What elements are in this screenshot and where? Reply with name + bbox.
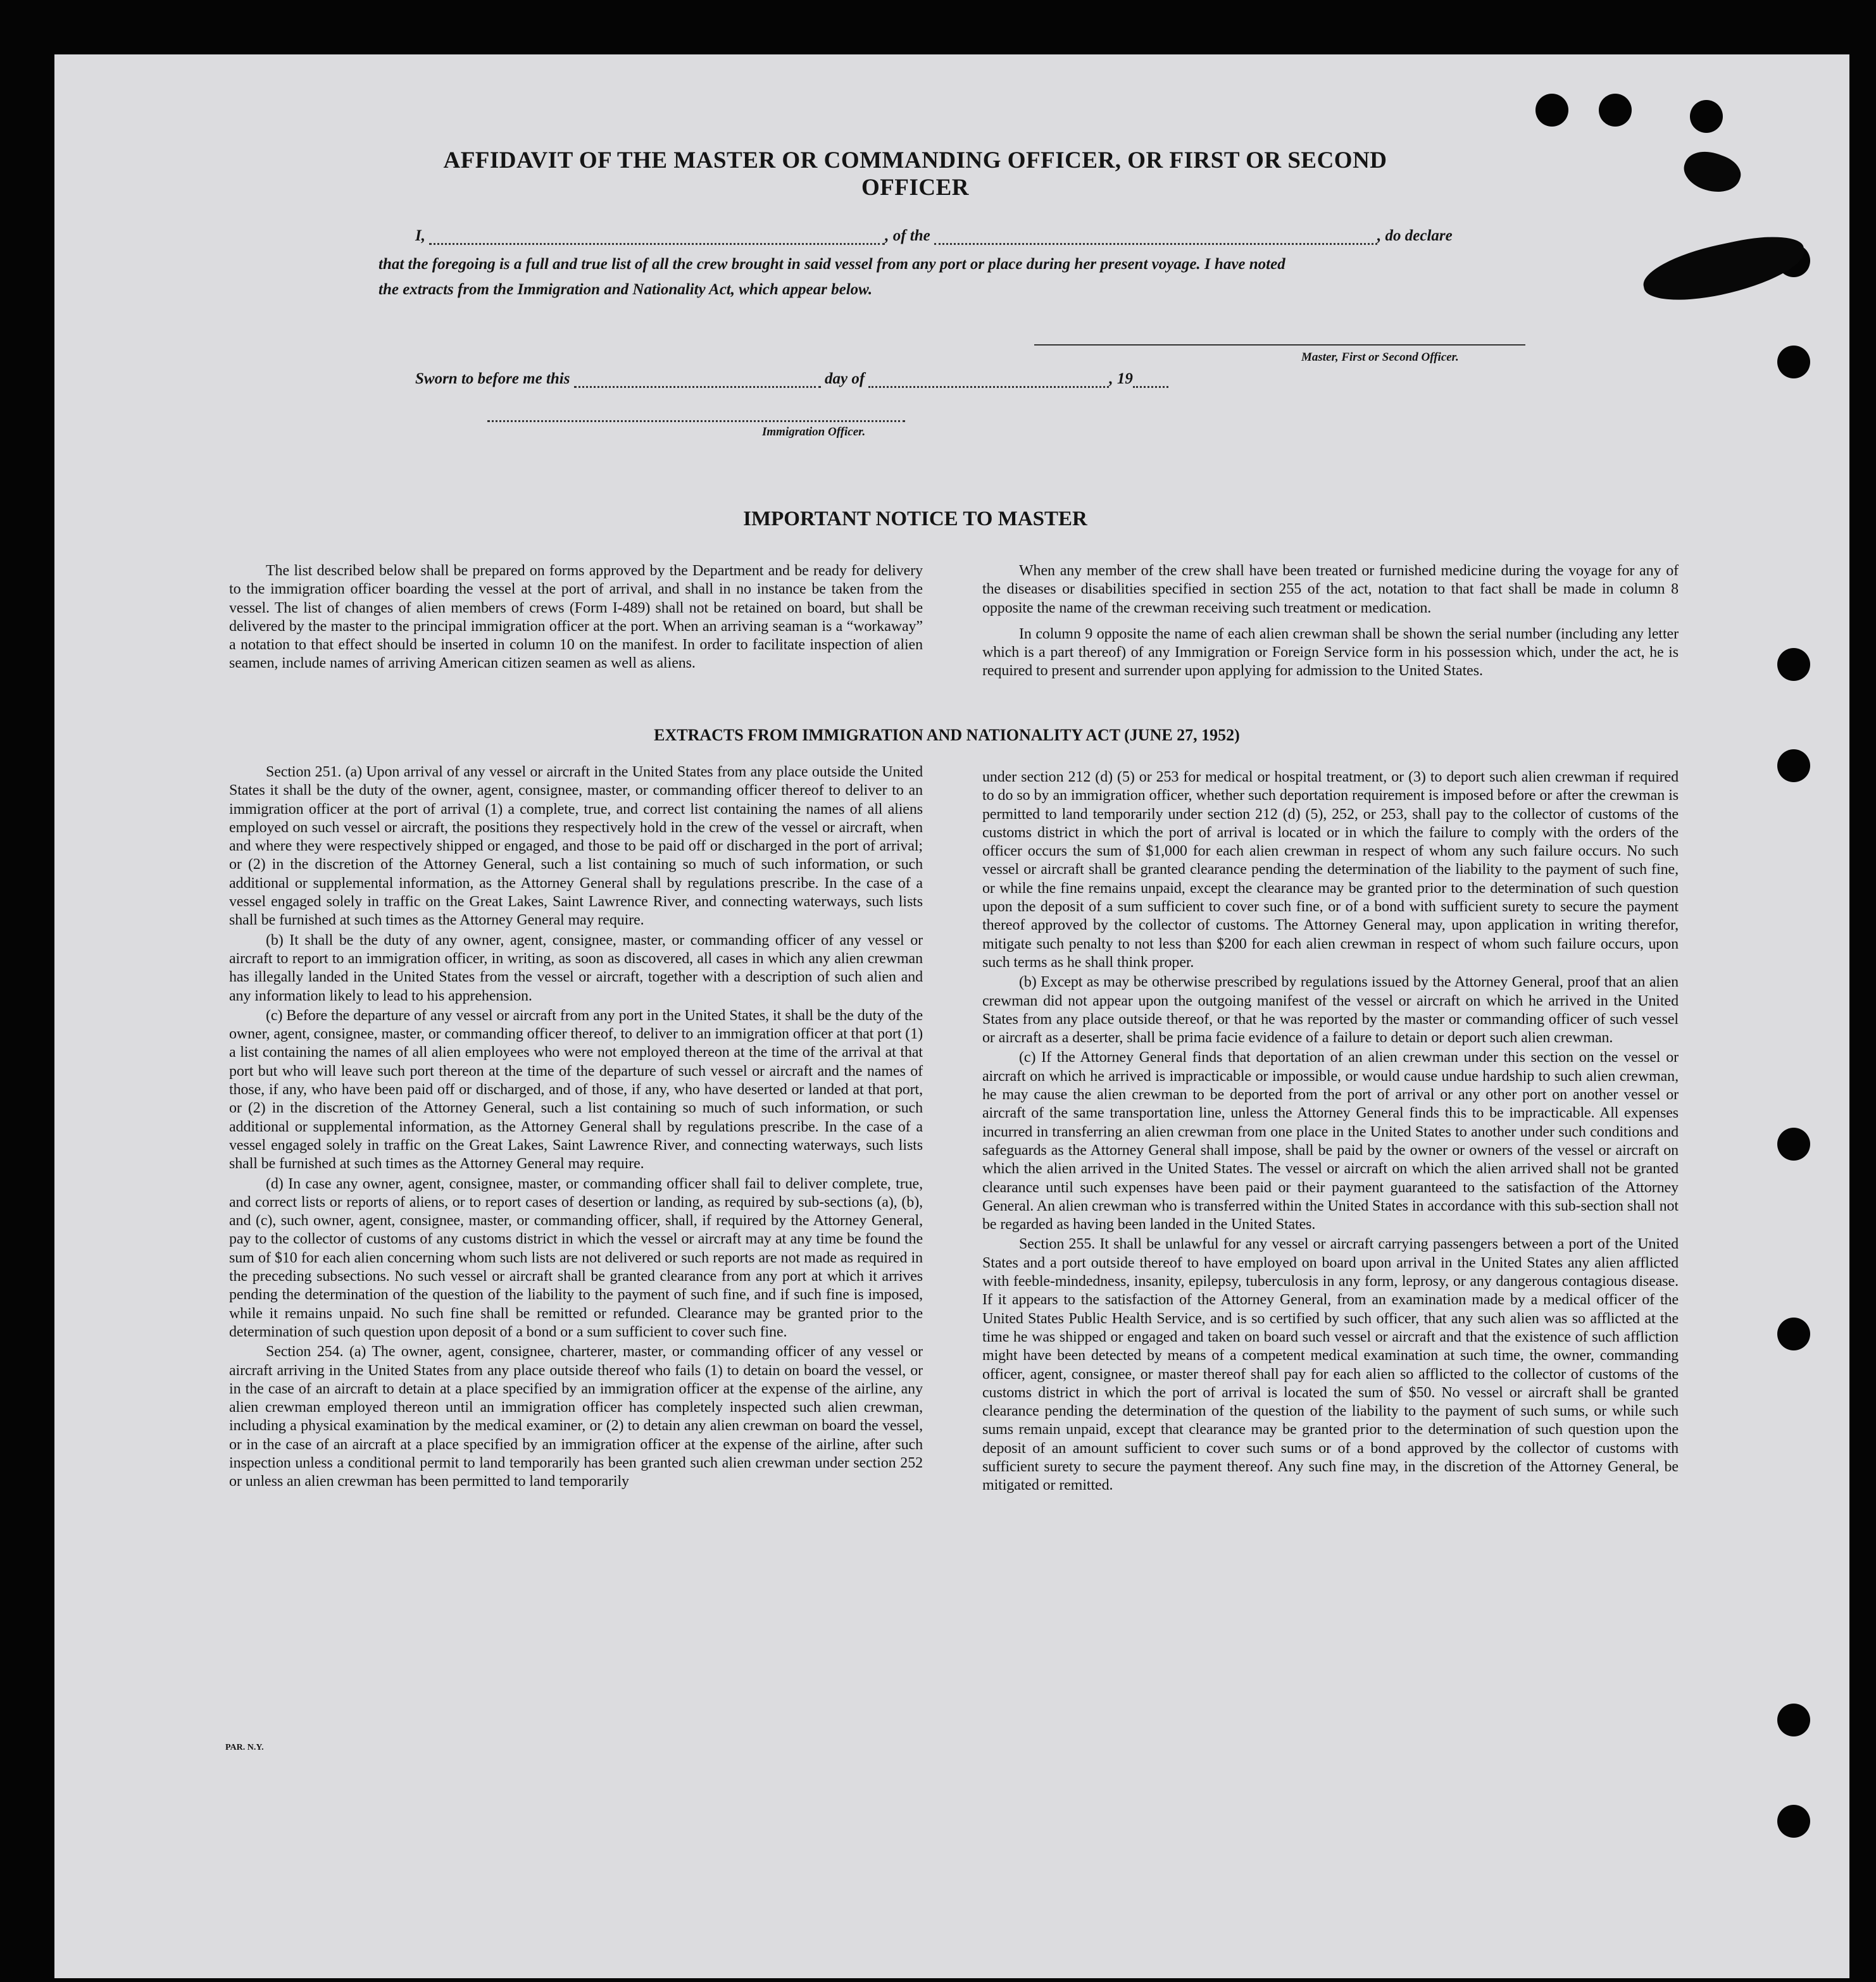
declaration-line-2: the extracts from the Immigration and Nationality Act, which appear below.: [378, 281, 873, 298]
extracts-title: EXTRACTS FROM IMMIGRATION AND NATIONALITY ACT (JUNE 27, 1952): [654, 726, 1240, 744]
punch-hole: [1599, 94, 1632, 127]
punch-hole: [1777, 648, 1810, 681]
section-254-b: (b) Except as may be otherwise prescribed by regulations issued by the Attorney General, proof that an alien crewman did not appear upon the outgoing manifest of the vessel or aircraft on which he arrived in the United States from any place outside thereof, or that he was reported by the master or commanding officer of such vessel or aircraft as a deserter, shall be prima facie evidence of a failure to detain or deport such alien crewman.: [982, 974, 1679, 1047]
officer-signature-caption: Immigration Officer.: [762, 425, 866, 439]
document-page: [54, 54, 1849, 1978]
punch-hole: [1777, 1128, 1810, 1161]
notice-right-paragraph-1: When any member of the crew shall have been treated or furnished medicine during the voyage for any of the diseases or disabilities specified in section 255 of the act, notation to that fact shall be made in column 8 opposite the name of the crewman receiving such treatment or medication.: [982, 563, 1679, 616]
declarant-prefix: I,: [415, 227, 425, 244]
sworn-day-field[interactable]: [574, 370, 821, 388]
master-signature-caption: Master, First or Second Officer.: [1301, 351, 1459, 364]
punch-hole: [1777, 1318, 1810, 1350]
extracts-right-column: [982, 768, 1679, 1497]
ink-blot: [1639, 228, 1810, 310]
declarant-line: [415, 227, 1453, 245]
section-254-a-continued: under section 212 (d) (5) or 253 for medical or hospital treatment, or (3) to deport such alien crewman if required to do so by an immigration officer, whether such deportation requirement is imposed before or after the crewman is permitted to land temporarily under section 212 (d) (5), 252, or 253, shall pay to the collector of customs of the customs district in which the port of arrival is located or in which the failure to comply with the orders of the officer occurs the sum of $1,000 for each alien crewman in respect of whom any such failure occurs. No such vessel or aircraft shall be granted clearance pending the determination of the liability to the payment of such fine, or while the fine remains unpaid, except the clearance may be granted prior to the determination of such question upon the deposit of a sum sufficient to cover such fine, or of a bond with sufficient surety to secure the payment thereof approved by the collector of customs. The Attorney General may, upon application in writing therefor, mitigate such penalty to not less than $200 for each alien crewman in respect of whom such failure occurs, upon such terms as he shall think proper.: [982, 769, 1679, 971]
notice-right-column: [982, 562, 1679, 682]
sworn-month-field[interactable]: [868, 370, 1109, 388]
declare-suffix: , do declare: [1377, 227, 1453, 244]
punch-hole: [1535, 94, 1568, 127]
officer-signature-line[interactable]: [487, 420, 905, 422]
section-255: Section 255. It shall be unlawful for any vessel or aircraft carrying passengers between a port of the United States and a port outside thereof to have employed on board upon arrival in the United States any alien afflicted with feeble-mindedness, insanity, epilepsy, tuberculosis in any form, leprosy, or any dangerous contagious disease. If it appears to the satisfaction of the Attorney General, from an examination made by a medical officer of the United States Public Health Service, and is so certified by such officer, that any such alien was so afflicted at the time he was shipped or engaged and taken on board such vessel or aircraft and that the existence of such affliction might have been detected by means of a competent medical examination at such time, the owner, commanding officer, agent, consignee, or master thereof shall pay for each alien so afflicted to the collector of customs of the customs district in which the port of arrival is located the sum of $50. No vessel or aircraft shall be granted clearance pending the determination of the question of the liability to the payment of such sums, or while such sums remain unpaid, except that clearance may be granted prior to the determination of such question upon the deposit of an amount sufficient to cover such sums or of a bond approved by the collector of customs with sufficient surety to secure the payment thereof. Any such fine may, in the discretion of the Attorney General, be mitigated or remitted.: [982, 1236, 1679, 1494]
sworn-line: [415, 370, 1168, 388]
section-251-a: Section 251. (a) Upon arrival of any vessel or aircraft in the United States from any place outside the United States it shall be the duty of the owner, agent, consignee, master, or commanding officer thereof to deliver to an immigration officer at the port of arrival (1) a complete, true, and correct list containing the names of all aliens employed on such vessel or aircraft, the positions they respectively hold in the crew of the vessel or aircraft, when and where they were respectively shipped or engaged, and those to be paid off or discharged in the port of arrival; or (2) in the discretion of the Attorney General, such a list containing so much of such information, or such additional or supplemental information, as the Attorney General shall by regulations prescribe. In the case of a vessel engaged solely in traffic on the Great Lakes, Saint Lawrence River, and connecting waterways, such lists shall be furnished at such times as the Attorney General may require.: [229, 764, 923, 929]
sworn-year-field[interactable]: [1133, 370, 1168, 388]
notice-left-column: [229, 562, 923, 675]
sworn-day-label: day of: [824, 370, 865, 387]
punch-hole: [1777, 1704, 1810, 1736]
declaration-line-1: that the foregoing is a full and true list of all the crew brought in said vessel from any port or place during her present voyage. I have noted: [378, 256, 1285, 273]
vessel-name-field[interactable]: [934, 227, 1377, 245]
sworn-prefix: Sworn to before me this: [415, 370, 570, 387]
section-251-d: (d) In case any owner, agent, consignee, master, or commanding officer shall fail to deliver complete, true, and correct lists or reports of aliens, or to report cases of desertion or landing, as required by sub-sections (a), (b), and (c), such owner, agent, consignee, master, or commanding officer, shall, if required by the Attorney General, pay to the collector of customs of any customs district in which the vessel or aircraft may at any time be found the sum of $10 for each alien concerning whom such lists are not delivered or such reports are not made as required in the preceding subsections. No such vessel or aircraft shall be granted clearance from any port at which it arrives pending the determination of the question of the liability to the payment of such fine, and if such fine is imposed, while it remains unpaid. No such fine shall be remitted or refunded. Clearance may be granted prior to the determination of such question upon deposit of a bond or a sum sufficient to cover such fine.: [229, 1175, 923, 1340]
printer-mark: PAR. N.Y.: [225, 1743, 264, 1752]
punch-hole: [1777, 346, 1810, 378]
notice-left-paragraph: The list described below shall be prepared on forms approved by the Department and be ready for delivery to the immigration officer boarding the vessel at the port of arrival, and shall in no instance be taken from the vessel. The list of changes of alien members of crews (Form I-489) shall not be retained on board, but shall be delivered by the master to the principal immigration officer at the port. When an arriving seaman is a “workaway” a notation to that effect should be inserted in column 10 on the manifest. In order to facilitate inspection of alien seamen, include names of arriving American citizen seamen as well as aliens.: [229, 563, 923, 672]
section-254-c: (c) If the Attorney General finds that deportation of an alien crewman under this section on the vessel or aircraft on which he arrived is impracticable or impossible, or would cause undue hardship to such alien crewman, he may cause the alien crewman to be deported from the port of arrival or any other port on another vessel or aircraft of the same transportation line, unless the Attorney General finds this to be impracticable. All expenses incurred in transferring an alien crewman from one place in the United States to another under such conditions and safeguards as the Attorney General shall impose, shall be paid by the owner or owners of the vessel or aircraft on which the alien arrived in the United States. The vessel or aircraft on which the alien arrived shall not be granted clearance until such expenses have been paid or their payment guaranteed to the satisfaction of the Attorney General. An alien crewman who is transferred within the United States in accordance with this sub-section shall not be regarded as having been landed in the United States.: [982, 1049, 1679, 1233]
vessel-prefix: , of the: [885, 227, 930, 244]
notice-right-paragraph-2: In column 9 opposite the name of each alien crewman shall be shown the serial number (including any letter which is a part thereof) of any Immigration or Foreign Service form in his possession which, under the act, he is required to present and surrender upon applying for admission to the United States.: [982, 625, 1679, 680]
notice-title: IMPORTANT NOTICE TO MASTER: [743, 508, 1087, 530]
punch-hole: [1777, 749, 1810, 782]
section-254-a: Section 254. (a) The owner, agent, consignee, charterer, master, or commanding officer of any vessel or aircraft arriving in the United States from any place outside thereof who fails (1) to detain on board the vessel, or in the case of an aircraft to detain at a place specified by an immigration officer at the expense of the airline, any alien crewman employed thereon until an immigration officer has completely inspected such alien crewman, including a physical examination by the medical examiner, or (2) to detain any alien crewman on board the vessel, or in the case of an aircraft at a place specified by an immigration officer at the expense of the airline, after such inspection unless a conditional permit to land temporarily has been granted such alien crewman under section 252 or unless an alien crewman has been permitted to land temporarily: [229, 1343, 923, 1490]
section-251-b: (b) It shall be the duty of any owner, agent, consignee, master, or commanding officer of any vessel or aircraft to report to an immigration officer, in writing, as soon as discovered, all cases in which any alien crewman has illegally landed in the United States from the vessel or aircraft, together with a description of such alien and any information likely to lead to his apprehension.: [229, 932, 923, 1004]
master-signature-line[interactable]: [1034, 344, 1525, 346]
declarant-name-field[interactable]: [429, 227, 885, 245]
extracts-left-column: [229, 763, 923, 1493]
punch-hole: [1777, 1805, 1810, 1838]
sworn-year-label: , 19: [1109, 370, 1133, 387]
punch-hole: [1690, 100, 1723, 133]
affidavit-title: AFFIDAVIT OF THE MASTER OR COMMANDING OFFICER, OR FIRST OR SECOND OFFICER: [443, 147, 1387, 201]
section-251-c: (c) Before the departure of any vessel or aircraft from any port in the United States, it shall be the duty of the owner, agent, consignee, master, or commanding officer thereof, to deliver to an immigration officer at that port (1) a list containing the names of all alien employees who were not employed thereon at the time of the arrival at that port but who will leave such port thereon at the time of the departure of such vessel or aircraft and the names of those, if any, who have been paid off or discharged, and of those, if any, who have deserted or landed at that port, or (2) in the discretion of the Attorney General, such a list containing so much of such information, or such additional or supplemental information, as the Attorney General shall by regulations prescribe. In the case of a vessel engaged solely in traffic on the Great Lakes, Saint Lawrence River, and connecting waterways, such lists shall be furnished at such times as the Attorney General may require.: [229, 1007, 923, 1173]
